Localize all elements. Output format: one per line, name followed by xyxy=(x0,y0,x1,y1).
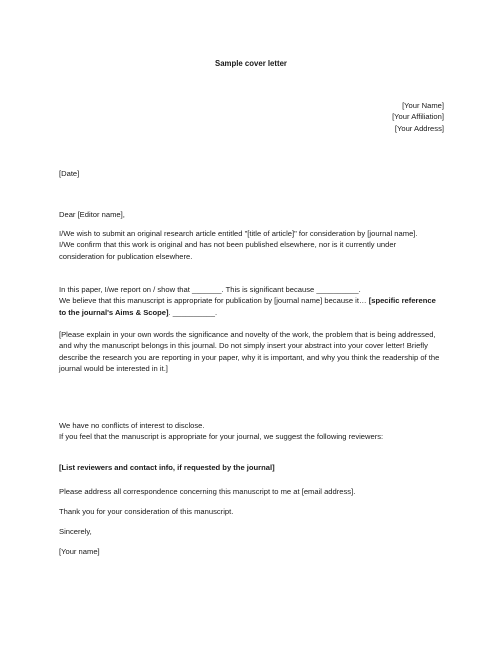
salutation: Dear [Editor name], xyxy=(59,210,125,219)
intro-line-2: I/We confirm that this work is original and has not been published elsewhere, nor is it currently under consideration for publication elsewhere. xyxy=(59,240,397,261)
intro-paragraph xyxy=(59,228,443,262)
document-title: Sample cover letter xyxy=(215,59,287,68)
significance-end: . __________. xyxy=(168,307,218,317)
conflicts-paragraph xyxy=(59,420,443,443)
sender-address-block xyxy=(392,100,444,134)
significance-line-1: In this paper, I/we report on / show that _______. This is significant because __________. xyxy=(59,285,361,294)
sender-name: [Your Name] xyxy=(402,101,444,110)
sender-affiliation: [Your Affiliation] xyxy=(392,112,444,122)
intro-line-1: I/We wish to submit an original research article entitled "[title of article]" for consideration by [journal name]. xyxy=(59,229,418,238)
conflicts-line: We have no conflicts of interest to disclose. xyxy=(59,421,205,430)
signature-name: [Your name] xyxy=(59,547,100,556)
aims-scope-reference: [specific reference to the journal's Aims & Scope] xyxy=(59,296,436,317)
significance-text: We believe that this manuscript is appropriate for publication by [journal name] because it… xyxy=(59,296,369,306)
closing: Sincerely, xyxy=(59,527,92,536)
correspondence-line: Please address all correspondence concerning this manuscript to me at [email address]. xyxy=(59,487,356,496)
letter-date: [Date] xyxy=(59,169,80,178)
significance-paragraph xyxy=(59,284,443,318)
sender-address: [Your Address] xyxy=(394,123,444,133)
reviewers-intro-line: If you feel that the manuscript is appropriate for your journal, we suggest the following reviewers: xyxy=(59,432,384,442)
explanation-paragraph: [Please explain in your own words the significance and novelty of the work, the problem that is being addressed, and why the manuscript belongs in this journal. Do not simply insert your abstract into your cover letter! Briefly describe the research you are reporting in your paper, why it is important, and why you think the readership of the journal would be interested in it.] xyxy=(59,330,440,374)
reviewers-list-placeholder: [List reviewers and contact info, if requested by the journal] xyxy=(59,463,275,472)
significance-line-2 xyxy=(59,295,443,318)
thanks-line: Thank you for your consideration of this manuscript. xyxy=(59,507,234,516)
